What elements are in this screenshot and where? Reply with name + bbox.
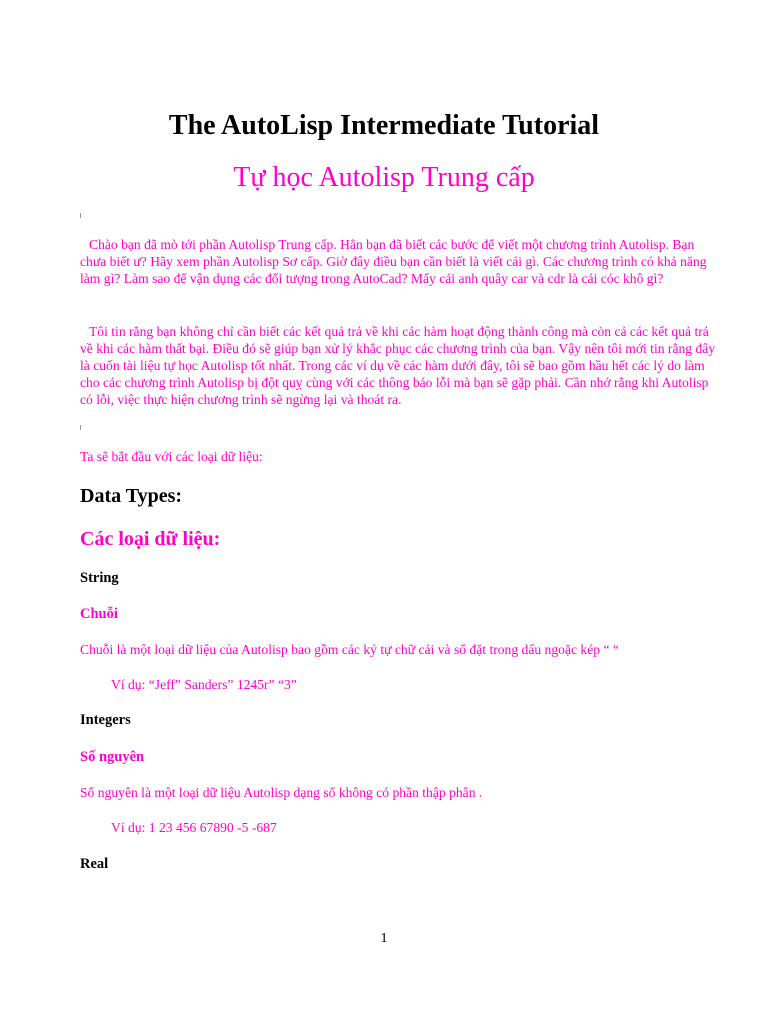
paragraph-marker (80, 425, 81, 430)
intro-paragraph-2 (80, 323, 720, 408)
integers-heading-en: Integers (80, 712, 131, 728)
intro-paragraph-1 (80, 236, 720, 287)
document-title-en: The AutoLisp Intermediate Tutorial (168, 110, 600, 141)
integers-example: Ví dụ: 1 23 456 67890 -5 -687 (111, 820, 277, 835)
string-heading-vi: Chuỗi (80, 606, 118, 622)
integers-heading-vi: Số nguyên (80, 749, 145, 765)
intro-paragraph-2-text: Tôi tin rằng bạn không chỉ cần biết các kết quả trả về khi các hàm hoạt động thành công mà còn cả các kết quả trả về khi các hàm thất bại. Điều đó sẽ giúp bạn xử lý khắc phục các chương trình của bạn. Vậy nên tôi mới tin rằng đây là cuốn tài liệu tự học Autolisp tốt nhất. Trong các ví dụ về các hàm dưới đây, tôi sẽ bao gồm hầu hết các lý do làm cho các chương trình Autolisp bị đột quỵ cùng với các thông báo lỗi mà bạn sẽ gặp phải. Cần nhớ rằng khi Autolisp có lỗi, việc thực hiện chương trình sẽ ngừng lại và thoát ra. (80, 324, 716, 407)
string-heading-en: String (80, 570, 119, 586)
string-example: Ví dụ: “Jeff” Sanders” 1245r” “3” (111, 677, 297, 692)
paragraph-marker (80, 213, 81, 218)
section-heading-en: Data Types: (80, 485, 183, 507)
document-title-vi: Tự học Autolisp Trung cấp (233, 162, 535, 193)
lead-in-text: Ta sẽ bắt đầu với các loại dữ liệu: (80, 449, 263, 464)
page-number: 1 (380, 931, 388, 946)
string-description: Chuỗi là một loại dữ liệu của Autolisp bao gồm các ký tự chữ cái và số đặt trong dấu ngoặc kép “ “ (80, 642, 619, 657)
intro-paragraph-1-text: Chào bạn đã mò tới phần Autolisp Trung cấp. Hẳn bạn đã biết các bước để viết một chương trình Autolisp. Bạn chưa biết ư? Hãy xem phần Autolisp Sơ cấp. Giờ đây điều bạn cần biết là viết cái gì. Các chương trình có khả năng làm gì? Làm sao để vận dụng các đối tượng trong AutoCad? Mấy cái anh quây car và cdr là cái cóc khô gì? (80, 237, 707, 286)
real-heading-en: Real (80, 856, 109, 872)
integers-description: Số nguyên là một loại dữ liệu Autolisp dạng số không có phần thập phân . (80, 785, 483, 800)
section-heading-vi: Các loại dữ liệu: (80, 528, 221, 550)
